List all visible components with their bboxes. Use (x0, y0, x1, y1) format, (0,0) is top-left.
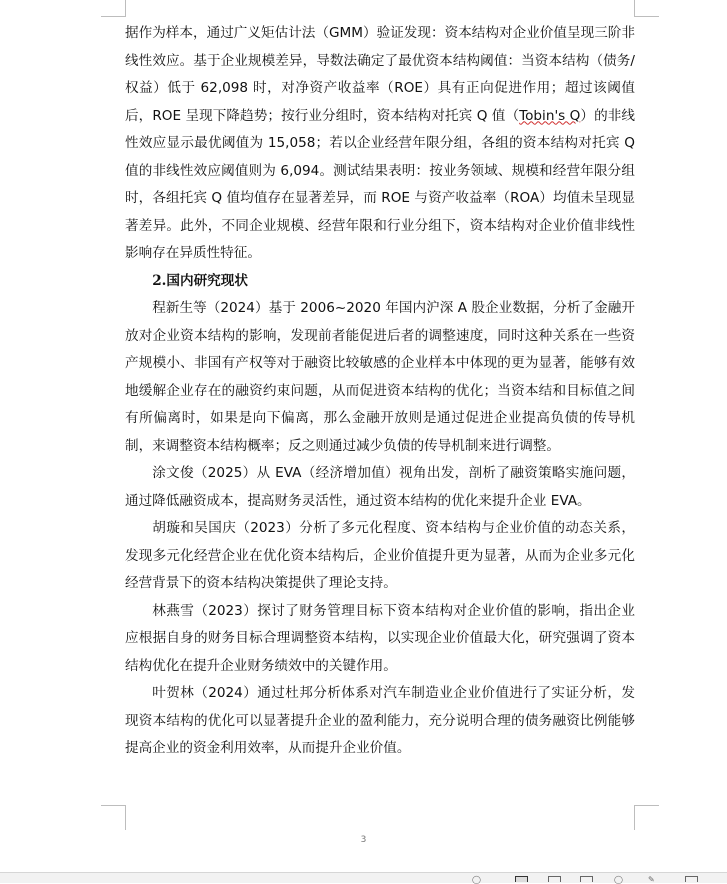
document-body[interactable] (125, 20, 635, 763)
status-bar (0, 872, 727, 883)
page-view-icon[interactable] (515, 876, 528, 882)
section-heading: 2.国内研究现状 (152, 272, 248, 289)
read-mode-icon[interactable] (548, 876, 561, 882)
spellcheck-underlined-term: Tobin's Q (519, 107, 581, 124)
globe-icon[interactable]: ◯ (614, 875, 623, 884)
paragraph: 涂文俊（2025）从 EVA（经济增加值）视角出发，剖析了融资策略实施问题，通过降低融资成本，提高财务灵活性，通过资本结构的优化来提升企业 EVA。 (125, 465, 635, 509)
margin-corner-mark (101, 0, 126, 17)
pen-icon[interactable]: ✎ (648, 875, 655, 884)
paragraph: 林燕雪（2023）探讨了财务管理目标下资本结构对企业价值的影响，指出企业应根据自身的财务目标合理调整资本结构，以实现企业价值最大化，研究强调了资本结构优化在提升企业财务绩效中的关键作用。 (125, 602, 635, 674)
paragraph: 程新生等（2024）基于 2006~2020 年国内沪深 A 股企业数据，分析了金融开放对企业资本结构的影响，发现前者能促进后者的调整速度，同时这种关系在一些资产规模小、非国有产权等对于融资比较敏感的企业样本中体现的更为显著，能够有效地缓解企业存在的融资约束问题，从而促进资本结构的优化；当资本结和目标值之间有所偏离时，如果是向下偏离，那么金融开放则是通过促进企业提高负债的传导机制，来调整资本结构概率；反之则通过减少负债的传导机制来进行调整。 (125, 300, 635, 454)
margin-corner-mark (634, 0, 659, 17)
paragraph-gmm-findings: 据作为样本，通过广义矩估计法（GMM）验证发现：资本结构对企业价值呈现三阶非线性效应。基于企业规模差异，导数法确定了最优资本结构阈值：当资本结构（债务/权益）低于 62,098 时，对净资产收益率（ROE）具有正向促进作用；超过该阈值后，ROE 呈现下降趋势；按行业分组时，资本结构对托宾 Q 值（Tobin's Q）的非线性效应显示最优阈值为 15,058；若以企业经营年限分组，各组的资本结构对托宾 Q 值的非线性效应阈值则为 6,094。测试结果表明：按业务领域、规模和经营年限分组时，各组托宾 Q 值均值存在显著差异，而 ROE 与资产收益率（ROA）均值未呈现显著差异。此外，不同企业规模、经营年限和行业分组下，资本结构对企业价值非线性影响存在异质性特征。 (125, 25, 636, 261)
margin-corner-mark (634, 805, 659, 830)
page-number: 3 (360, 835, 367, 845)
paragraph: 胡璇和吴国庆（2023）分析了多元化程度、资本结构与企业价值的动态关系，发现多元化经营企业在优化资本结构后，企业价值提升更为显著，从而为企业多元化经营背景下的资本结构决策提供了理论支持。 (125, 520, 635, 591)
status-icon[interactable]: ◯ (472, 875, 481, 884)
paragraph: 叶贺林（2024）通过杜邦分析体系对汽车制造业企业价值进行了实证分析，发现资本结构的优化可以显著提升企业的盈利能力，充分说明合理的债务融资比例能够提高企业的资金利用效率，从而提升企业价值。 (125, 685, 635, 756)
margin-corner-mark (101, 805, 126, 830)
web-layout-icon[interactable] (580, 876, 593, 882)
fullscreen-icon[interactable] (685, 876, 698, 882)
